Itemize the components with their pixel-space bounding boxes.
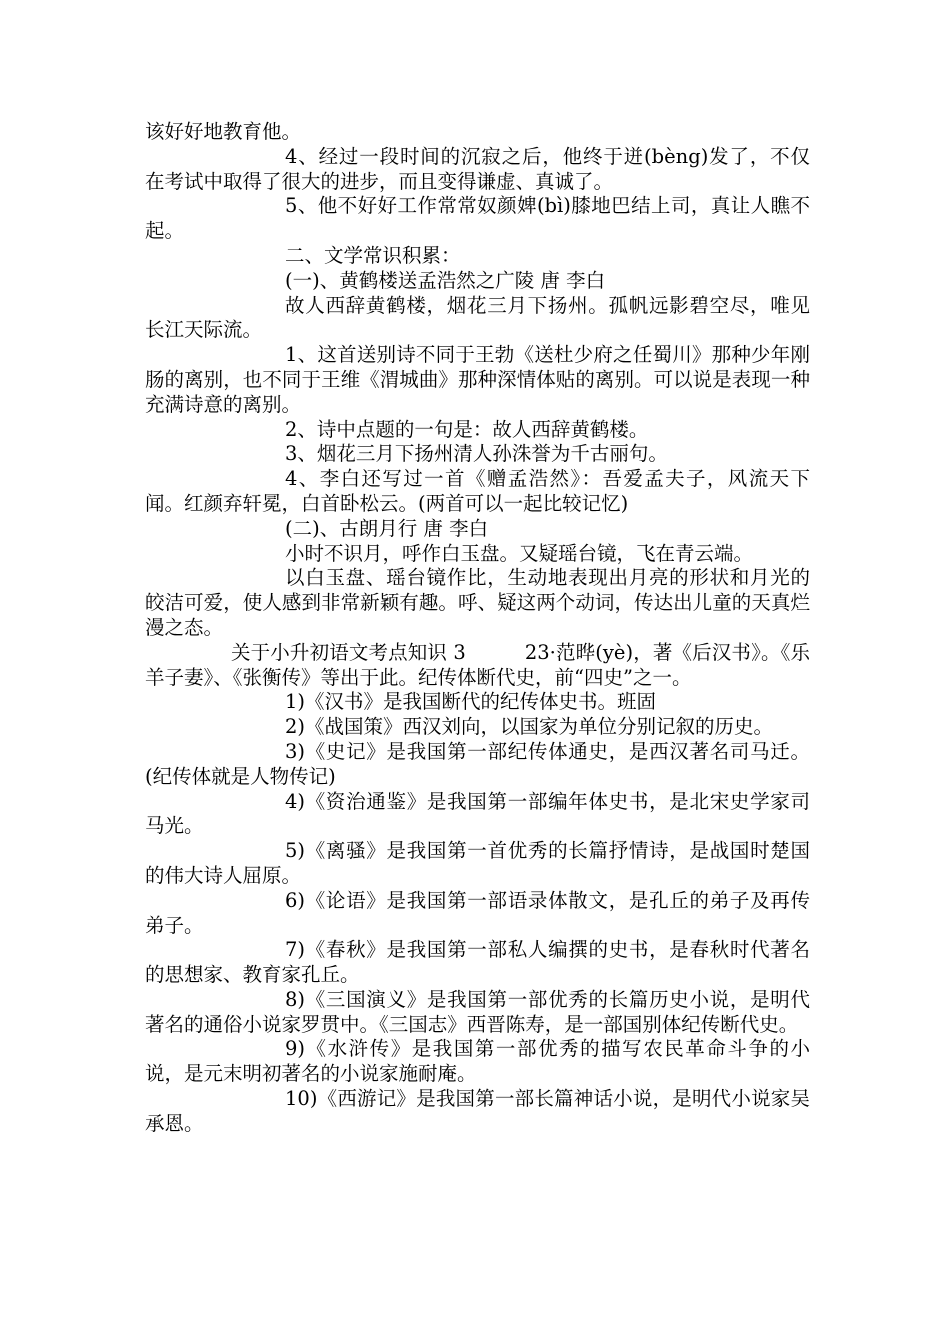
- list-item-shiji: 3)《史记》是我国第一部纪传体通史，是西汉著名司马迁。(纪传体就是人物传记): [145, 739, 810, 788]
- list-item-shuihuzhuan: 9)《水浒传》是我国第一部优秀的描写农民革命斗争的小说，是元末明初著名的小说家施耐庵。: [145, 1037, 810, 1086]
- list-item-chunqiu: 7)《春秋》是我国第一部私人编撰的史书，是春秋时代著名的思想家、教育家孔丘。: [145, 938, 810, 987]
- note-gulangyuexing: 以白玉盘、瑶台镜作比，生动地表现出月亮的形状和月光的皎洁可爱，使人感到非常新颖有趣。呼、疑这两个动词，传达出儿童的天真烂漫之态。: [145, 566, 810, 639]
- note-4-huanghelou: 4、李白还写过一首《赠孟浩然》：吾爱孟夫子，风流天下闻。红颜弃轩冕，白首卧松云。(两首可以一起比较记忆): [145, 467, 810, 515]
- list-item-lisao: 5)《离骚》是我国第一首优秀的长篇抒情诗，是战国时楚国的伟大诗人屈原。: [145, 839, 810, 887]
- note-1-huanghelou: 1、这首送别诗不同于王勃《送杜少府之任蜀川》那种少年刚肠的离别，也不同于王维《渭城曲》那种深情体贴的离别。可以说是表现一种充满诗意的离别。: [145, 343, 810, 416]
- document-body: [145, 120, 810, 1137]
- section-heading-knowledge-3: 关于小升初语文考点知识 3 23·范晔(yè)，著《后汉书》。《乐羊子妻》、《张衡传》等出于此。纪传体断代史，前“四史”之一。: [145, 640, 810, 689]
- list-item-zizhitongjian: 4)《资治通鉴》是我国第一部编年体史书，是北宋史学家司马光。: [145, 789, 810, 838]
- paragraph-continuation: 该好好地教育他。: [145, 120, 302, 143]
- list-item-hanshu: 1)《汉书》是我国断代的纪传体史书。班固: [285, 690, 657, 714]
- poem-title-huanghelou: (一)、黄鹤楼送孟浩然之广陵 唐 李白: [285, 268, 606, 292]
- section-heading-literary-knowledge: 二、文学常识积累：: [285, 243, 461, 267]
- poem-text-gulangyuexing: 小时不识月，呼作白玉盘。又疑瑶台镜，飞在青云端。: [285, 541, 754, 565]
- note-2-huanghelou: 2、诗中点题的一句是：故人西辞黄鹤楼。: [285, 417, 649, 441]
- list-item-lunyu: 6)《论语》是我国第一部语录体散文，是孔丘的弟子及再传弟子。: [145, 888, 810, 937]
- paragraph-item-5: 5、他不好好工作常常奴颜婢(bì)膝地巴结上司，真让人瞧不起。: [145, 194, 810, 243]
- poem-text-huanghelou: 故人西辞黄鹤楼，烟花三月下扬州。孤帆远影碧空尽，唯见长江天际流。: [145, 293, 810, 342]
- poem-title-gulangyuexing: (二)、古朗月行 唐 李白: [285, 516, 489, 540]
- list-item-sanguoyanyi: 8)《三国演义》是我国第一部优秀的长篇历史小说，是明代著名的通俗小说家罗贯中。《三国志》西晋陈寿，是一部国别体纪传断代史。: [145, 987, 810, 1036]
- list-item-xiyouji: 10)《西游记》是我国第一部长篇神话小说，是明代小说家吴承恩。: [145, 1087, 810, 1135]
- note-3-huanghelou: 3、烟花三月下扬州清人孙洙誉为千古丽句。: [285, 442, 668, 466]
- list-item-zhanguoce: 2)《战国策》西汉刘向，以国家为单位分别记叙的历史。: [285, 715, 774, 739]
- paragraph-item-4: 4、经过一段时间的沉寂之后，他终于迸(bèng)发了，不仅在考试中取得了很大的进步，而且变得谦虚、真诚了。: [145, 144, 810, 193]
